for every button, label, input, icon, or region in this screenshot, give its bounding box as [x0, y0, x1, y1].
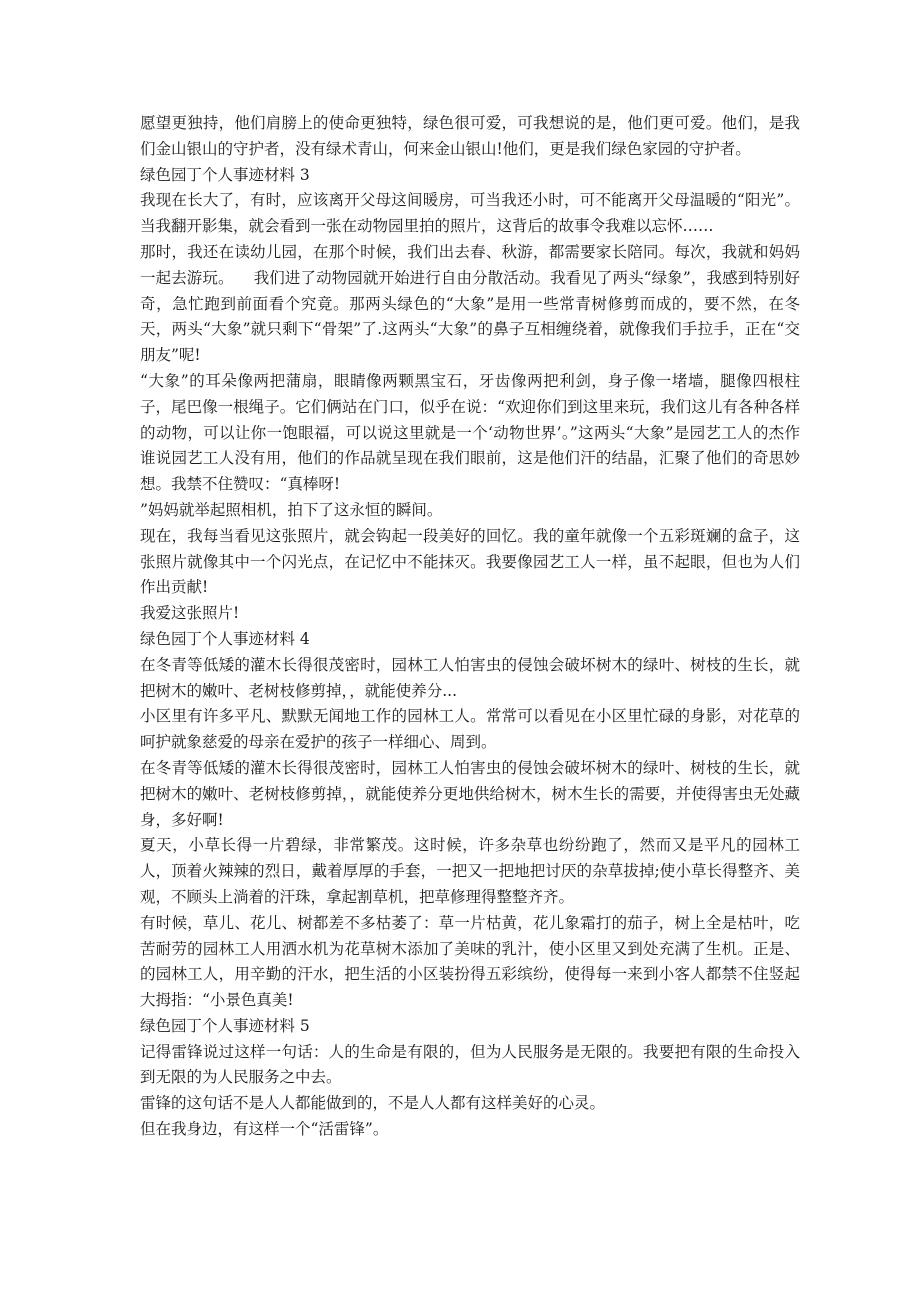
paragraph: 我现在长大了，有时，应该离开父母这间暖房，可当我还小时，可不能离开父母温暖的“阳光”。当我翻开影集，就会看到一张在动物园里拍的照片，这背后的故事令我难以忘怀…… — [140, 191, 800, 236]
paragraph: 愿望更独持，他们肩膀上的使命更独特，绿色很可爱，可我想说的是，他们更可爱。他们，是我们金山银山的守护者，没有绿术青山，何来金山银山!他们，更是我们绿色家园的守护者。 — [140, 114, 800, 158]
paragraph: 记得雷锋说过这样一句话：人的生命是有限的，但为人民服务是无限的。我要把有限的生命投入到无限的为人民服务之中去。 — [140, 1042, 800, 1087]
paragraph: 有时候，草儿、花儿、树都差不多枯萎了：草一片枯黄，花儿象霜打的茄子，树上全是枯叶，吃苦耐劳的园林工人用洒水机为花草树木添加了美味的乳汁，使小区里又到处充满了生机。正是、的园林工人，用辛勤的汗水，把生活的小区装扮得五彩缤纷，使得每一来到小客人都禁不住竖起大拇指：“小景色真美! — [140, 913, 800, 1010]
section-heading: 绿色园丁个人事迹材料 5 — [140, 1016, 310, 1035]
paragraph: 我爱这张照片! — [140, 604, 240, 623]
paragraph: 在冬青等低矮的灌木长得很茂密时，园林工人怕害虫的侵蚀会破坏树木的绿叶、树枝的生长，就把树木的嫩叶、老树枝修剪掉，，就能使养分... — [140, 655, 800, 700]
paragraph: 在冬青等低矮的灌木长得很茂密时，园林工人怕害虫的侵蚀会破坏树木的绿叶、树枝的生长，就把树木的嫩叶、老树枝修剪掉，，就能使养分更地供给树木，树木生长的需要，并使得害虫无处藏身，多好啊! — [140, 758, 800, 829]
section-heading: 绿色园丁个人事迹材料 4 — [140, 629, 310, 648]
paragraph: 雷锋的这句话不是人人都能做到的，不是人人都有这样美好的心灵。 — [140, 1094, 606, 1113]
section-heading: 绿色园丁个人事迹材料 3 — [140, 165, 310, 184]
paragraph: 但在我身边，有这样一个“活雷锋”。 — [140, 1120, 389, 1139]
paragraph: 小区里有许多平凡、默默无闻地工作的园林工人。常常可以看见在小区里忙碌的身影，对花草的呵护就象慈爱的母亲在爱护的孩子一样细心、周到。 — [140, 707, 800, 752]
paragraph: 现在，我每当看见这张照片，就会钩起一段美好的回忆。我的童年就像一个五彩斑斓的盒子，这张照片就像其中一个闪光点，在记忆中不能抹灭。我要像园艺工人一样，虽不起眼，但也为人们作出贡献! — [140, 526, 800, 597]
paragraph: ”妈妈就举起照相机，拍下了这永恒的瞬间。 — [140, 500, 443, 519]
paragraph: “大象”的耳朵像两把蒲扇，眼睛像两颗黑宝石，牙齿像两把利剑，身子像一堵墙，腿像四根柱子，尾巴像一根绳子。它们俩站在门口，似乎在说：“欢迎你们到这里来玩，我们这儿有各种各样的动物，可以让你一饱眼福，可以说这里就是一个‘动物世界’。”这两头“大象”是园艺工人的杰作谁说园艺工人没有用，他们的作品就呈现在我们眼前，这是他们汗的结晶，汇聚了他们的奇思妙想。我禁不住赞叹：“真棒呀! — [140, 371, 800, 494]
document-body — [140, 111, 800, 1143]
paragraph: 夏天，小草长得一片碧绿，非常繁茂。这时候，许多杂草也纷纷跑了，然而又是平凡的园林工人，顶着火辣辣的烈日，戴着厚厚的手套，一把又一把地把讨厌的杂草拔掉;使小草长得整齐、美观，不顾头上淌着的汗珠，拿起割草机，把草修理得整整齐齐。 — [140, 836, 800, 906]
paragraph: 那时，我还在读幼儿园，在那个时候，我们出去春、秋游，都需要家长陪同。每次，我就和妈妈一起去游玩。 我们进了动物园就开始进行自由分散活动。我看见了两头“绿象”，我感到特别好奇，急忙跑到前面看个究竟。那两头绿色的“大象”是用一些常青树修剪而成的，要不然，在冬天，两头“大象”就只剩下“骨架”了.这两头“大象”的鼻子互相缠绕着，就像我们手拉手，正在“交朋友”呢! — [140, 242, 800, 365]
